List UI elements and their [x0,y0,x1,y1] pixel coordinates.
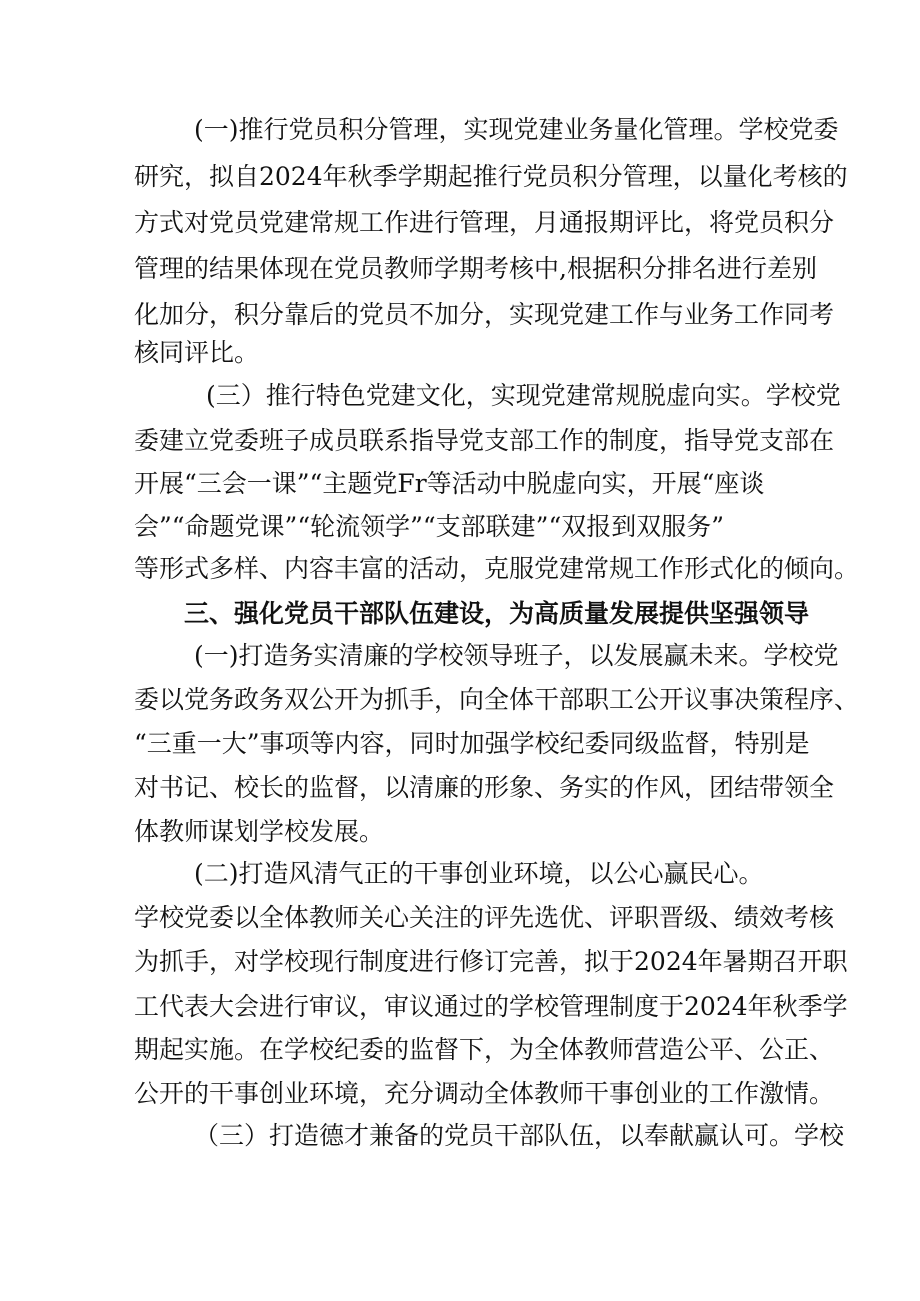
para1-line2: 研究，拟自2024年秋季学期起推行党员积分管理，以量化考核的 [134,162,848,191]
para4-line1: (二)打造风清气正的干事创业环境，以公心赢民心。 [194,859,764,888]
para4-line5: 期起实施。在学校纪委的监督下，为全体教师营造公平、公正、 [134,1035,835,1064]
para4-line6: 公开的干事创业环境，充分调动全体教师干事创业的工作激情。 [134,1079,835,1108]
para2-line1: (三）推行特色党建文化，实现党建常规脱虚向实。学校党 [206,381,841,410]
para4-line3: 为抓手，对学校现行制度进行修订完善，拟于2024年暑期召开职 [134,947,848,976]
para3-line4: 对书记、校长的监督，以清廉的形象、务实的作风，团结带领全 [134,773,835,802]
para4-line4: 工代表大会进行审议，审议通过的学校管理制度于2024年秋季学 [134,992,848,1021]
section-heading: 三、强化党员干部队伍建设，为高质量发展提供坚强领导 [184,599,810,628]
para4-line2: 学校党委以全体教师关心关注的评先选优、评职晋级、绩效考核 [134,903,835,932]
para3-line3: “三重一大”事项等内容，同时加强学校纪委同级监督，特别是 [134,729,810,758]
para2-line5: 等形式多样、内容丰富的活动，克服党建常规工作形式化的倾向。 [134,554,860,583]
para1-line4: 管理的结果体现在党员教师学期考核中,根据积分排名进行差别 [134,254,817,283]
para3-line5: 体教师谋划学校发展。 [134,817,385,846]
para1-line6: 核同评比。 [134,338,260,367]
para5-line1: （三）打造德才兼备的党员干部队伍，以奉献赢认可。学校 [194,1121,845,1150]
para3-line1: (一)打造务实清廉的学校领导班子，以发展赢未来。学校党 [194,641,839,670]
para1-line1: (一)推行党员积分管理，实现党建业务量化管理。学校党委 [194,115,839,144]
para3-line2: 委以党务政务双公开为抓手，向全体干部职工公开议事决策程序、 [134,685,860,714]
para1-line5: 化加分，积分靠后的党员不加分，实现党建工作与业务工作同考 [134,300,835,329]
para2-line4: 会”“命题党课”“轮流领学”“支部联建”“双报到双服务” [134,512,725,541]
para1-line3: 方式对党员党建常规工作进行管理，月通报期评比，将党员积分 [134,208,835,237]
para2-line3: 开展“三会一课”“主题党Fr等活动中脱虚向实，开展“座谈 [134,469,765,498]
para2-line2: 委建立党委班子成员联系指导党支部工作的制度，指导党支部在 [134,426,835,455]
